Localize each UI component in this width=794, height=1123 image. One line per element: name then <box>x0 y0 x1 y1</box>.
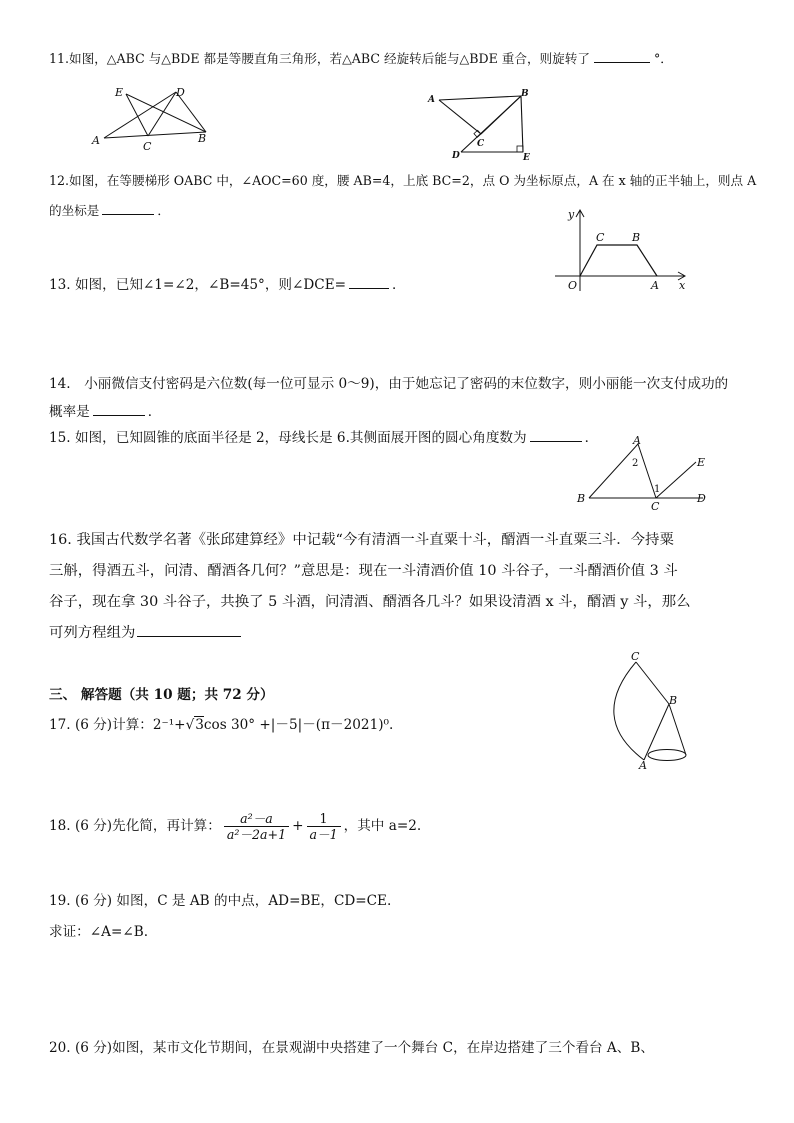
q18-plus: + <box>292 818 304 834</box>
q13-label-angle2: 2 <box>632 458 639 469</box>
q15-label-c: C <box>631 650 640 663</box>
q19-line2: 求证：∠A=∠B. <box>49 924 149 940</box>
q11-answer-blank <box>594 50 650 63</box>
q13-label-angle1: 1 <box>654 484 661 495</box>
q11-fig2-label-b: B <box>521 89 529 99</box>
q16-stem-end: 可列方程组为 <box>49 625 136 641</box>
q15-suffix: ． <box>584 430 599 446</box>
q12-label-x: x <box>679 279 686 292</box>
q17-text <box>49 716 393 734</box>
q11-suffix: °． <box>653 51 673 66</box>
q12-answer-blank <box>102 202 154 215</box>
q11-fig1-label-e: E <box>115 86 124 99</box>
q12-line2 <box>49 202 170 219</box>
q19-line1: 19. (6 分) 如图，C 是 AB 的中点，AD=BE，CD=CE. <box>49 893 392 909</box>
q13-label-a: A <box>633 434 641 447</box>
q17-prefix: 17. (6 分)计算：2⁻¹+ <box>49 717 186 733</box>
q12-label-c: C <box>596 231 605 244</box>
q13-stem: 13. 如图，已知∠1=∠2，∠B=45°，则∠DCE= <box>49 277 347 293</box>
q18-fraction-2 <box>307 811 341 842</box>
q11-stem: 11.如图，△ABC 与△BDE 都是等腰直角三角形，若△ABC 经旋转后能与△BDE 重合，则旋转了 <box>49 51 590 66</box>
q14-stem-end: 概率是 <box>49 404 90 420</box>
q11-fig1-label-c: C <box>143 140 152 153</box>
q11-figure-right <box>425 90 540 165</box>
q12-label-b: B <box>632 231 641 244</box>
q18-text <box>49 806 421 846</box>
q14-suffix: ． <box>147 404 162 420</box>
q11-fig2-label-e: E <box>523 153 530 163</box>
q17-sqrt: √3 <box>185 717 204 733</box>
q13-text <box>49 276 406 294</box>
q12-label-y: y <box>568 208 575 221</box>
q13-answer-blank <box>349 276 389 289</box>
q17-sqrt-radicand: 3 <box>195 717 204 733</box>
q17-rest: cos 30° +|－5|－(π－2021)⁰. <box>203 717 394 733</box>
q18-fraction-1-denominator: a²－2a+1 <box>226 827 287 842</box>
q13-suffix: ． <box>392 277 406 293</box>
q18-suffix: ，其中 a=2. <box>343 818 422 834</box>
q16-line2: 三斛，得酒五斗，问清、醑酒各几何？”意思是：现在一斗清酒价值 10 斗谷子，一斗醑酒价值 3 斗 <box>49 563 678 579</box>
q12-line1: 12.如图，在等腰梯形 OABC 中，∠AOC=60 度，腰 AB=4，上底 BC=2，点 O 为坐标原点，A 在 x 轴的正半轴上，则点 A <box>49 173 757 188</box>
q11-fig2-label-d: D <box>452 151 460 161</box>
q20-text: 20. (6 分)如图，某市文化节期间，在景观湖中央搭建了一个舞台 C，在岸边搭建了三个看台 A、B、 <box>49 1040 654 1056</box>
q15-text <box>49 429 598 447</box>
q15-label-b: B <box>669 694 678 707</box>
q15-stem: 15. 如图，已知圆锥的底面半径是 2，母线长是 6.其侧面展开图的圆心角度数为 <box>49 430 527 446</box>
q18-fraction-2-denominator: a－1 <box>309 827 338 842</box>
q15-label-a: A <box>639 759 647 772</box>
q12-label-a: A <box>651 279 659 292</box>
q11-fig1-label-d: D <box>176 86 185 99</box>
q11-fig2-label-a: A <box>428 95 435 105</box>
q16-answer-blank <box>137 622 241 637</box>
q11-text <box>49 50 673 67</box>
q11-fig1-label-b: B <box>198 132 207 145</box>
q12-suffix: ． <box>157 203 170 218</box>
q13-label-b: B <box>577 492 586 505</box>
q14-answer-blank <box>93 403 145 416</box>
q13-label-d: D <box>697 492 706 505</box>
q13-label-c: C <box>651 500 660 513</box>
q14-line2 <box>49 403 161 421</box>
q13-figure <box>575 432 720 512</box>
q12-label-o: O <box>568 279 578 292</box>
q16-line1: 16. 我国古代数学名著《张邱建算经》中记载“今有清酒一斗直粟十斗，醑酒一斗直粟三斗．今持粟 <box>49 532 674 548</box>
q12-stem-end: 的坐标是 <box>49 203 100 218</box>
q16-line4 <box>49 622 241 643</box>
q11-figure-left <box>90 84 210 154</box>
q12-figure <box>545 205 695 295</box>
section3-title: 三、 解答题（共 10 题；共 72 分） <box>49 687 274 703</box>
q18-fraction-1-numerator: a²－a <box>224 811 289 827</box>
q15-answer-blank <box>530 429 582 442</box>
q13-label-e: E <box>697 456 706 469</box>
q18-fraction-1 <box>224 811 289 842</box>
q14-line1: 14. 小丽微信支付密码是六位数(每一位可显示 0～9)，由于她忘记了密码的末位数字，则小丽能一次支付成功的 <box>49 376 729 392</box>
q15-cone-figure <box>600 648 700 773</box>
q16-line3: 谷子，现在拿 30 斗谷子，共换了 5 斗酒，问清酒、醑酒各几斗？如果设清酒 x 斗，醑酒 y 斗，那么 <box>49 594 691 610</box>
q11-fig1-label-a: A <box>92 134 100 147</box>
q11-fig2-label-c: C <box>477 139 485 149</box>
q18-prefix: 18. (6 分)先化简，再计算： <box>49 818 221 834</box>
q18-fraction-2-numerator: 1 <box>307 811 341 827</box>
